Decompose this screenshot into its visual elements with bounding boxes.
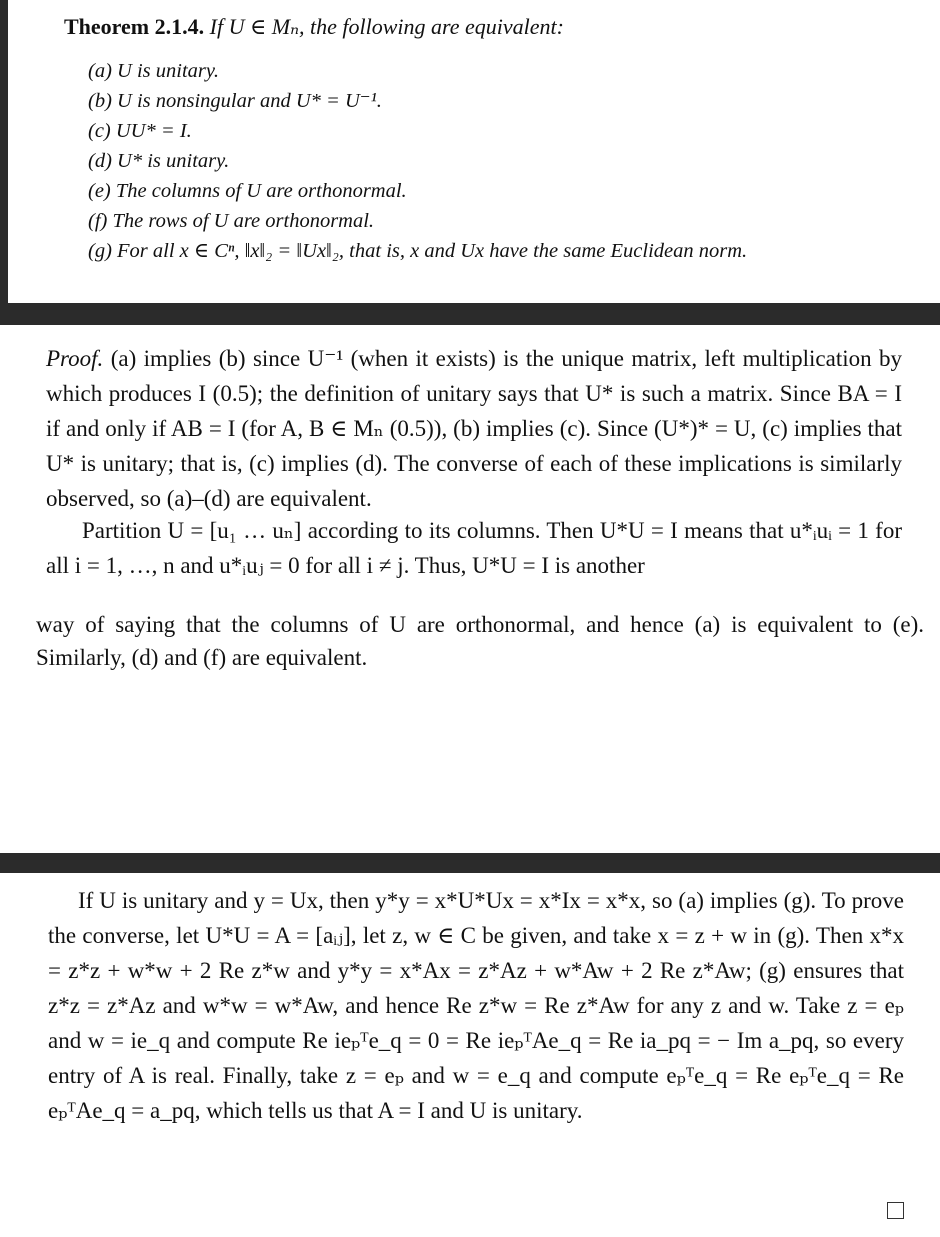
proof-panel bbox=[0, 325, 940, 853]
proof-paragraph-2: Partition U = [u₁ … uₙ] according to its columns. Then U*U = I means that u*ᵢuᵢ = 1 for all i = 1, …, n and u*ᵢuⱼ = 0 for all i ≠ j. Thus, U*U = I is another bbox=[46, 518, 902, 578]
proof-paragraph-1 bbox=[46, 341, 902, 516]
theorem-statement: If U ∈ Mₙ, the following are equivalent: bbox=[209, 14, 564, 39]
proof-text-1: (a) implies (b) since U⁻¹ (when it exists) is the unique matrix, left multiplication by which produces I (0.5); the definition of unitary says that U* is such a matrix. Since BA = I if and only if AB = I (for A, B ∈ Mₙ (0.5)), (b) implies (c). Since (U*)* = U, (c) implies that U* is unitary; that is, (c) implies (d). The converse of each of these implications is similarly observed, so (a)–(d) are equivalent. bbox=[46, 346, 903, 511]
theorem-heading bbox=[64, 14, 564, 40]
proof-paragraph-4: If U is unitary and y = Ux, then y*y = x*U*Ux = x*Ix = x*x, so (a) implies (g). To prove the converse, let U*U = A = [aᵢⱼ], let z, w ∈ C be given, and take x = z + w in (g). Then x*x = z*z + w*w + 2 Re z*w and y*y = x*Ax = z*Az + w*Aw + 2 Re z*Aw; (g) ensures that z*z = z*Az and w*w = w*Aw, and hence Re z*w = Re z*Aw for any z and w. Take z = eₚ and w = ie_q and compute Re ieₚᵀe_q = 0 = Re ieₚᵀAe_q = Re ia_pq = − Im a_pq, so every entry of A is real. Finally, take z = eₚ and w = e_q and compute eₚᵀe_q = Re eₚᵀe_q = Re eₚᵀAe_q = a_pq, which tells us that A = I and U is unitary. bbox=[48, 888, 904, 1123]
condition-item: (a) U is unitary. bbox=[88, 60, 219, 82]
condition-item: (g) For all x ∈ Cⁿ, ‖x‖₂ = ‖Ux‖₂, that is, x and Ux have the same Euclidean norm. bbox=[88, 240, 748, 262]
proof-label: Proof. bbox=[46, 346, 104, 371]
theorem-label: Theorem 2.1.4. bbox=[64, 14, 205, 39]
condition-item: (c) UU* = I. bbox=[88, 120, 192, 142]
qed-square-icon bbox=[887, 1202, 904, 1219]
proof-paragraph-3: way of saying that the columns of U are orthonormal, and hence (a) is equivalent to (e). Similarly, (d) and (f) are equivalent. bbox=[36, 612, 924, 670]
theorem-panel bbox=[8, 0, 940, 303]
condition-item: (b) U is nonsingular and U* = U⁻¹. bbox=[88, 90, 382, 112]
proof-continuation-panel bbox=[0, 873, 940, 1237]
condition-item: (f) The rows of U are orthonormal. bbox=[88, 210, 375, 232]
theorem-conditions-list bbox=[88, 56, 747, 266]
condition-item: (e) The columns of U are orthonormal. bbox=[88, 180, 407, 202]
condition-item: (d) U* is unitary. bbox=[88, 150, 230, 172]
